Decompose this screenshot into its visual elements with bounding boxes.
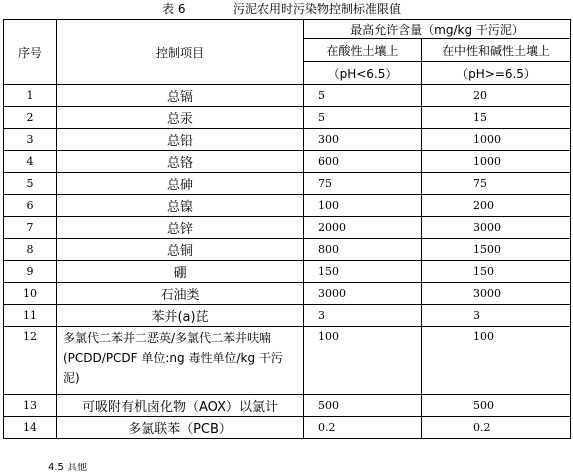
table-row xyxy=(4,283,571,305)
row-item: 总铬 xyxy=(57,151,304,173)
row-alkaline-value: 15 xyxy=(422,107,571,129)
row-item: 苯并(a)芘 xyxy=(57,305,304,327)
header-index: 序号 xyxy=(4,20,57,85)
next-section-heading: 4.5 其他 xyxy=(48,463,88,472)
row-acid-value: 500 xyxy=(304,395,422,417)
row-index: 11 xyxy=(4,305,57,327)
table-row xyxy=(4,261,571,283)
table-row xyxy=(4,239,571,261)
header-acid-soil: 在酸性土壤上 xyxy=(304,39,422,62)
row-index: 13 xyxy=(4,395,57,417)
row-acid-value: 800 xyxy=(304,239,422,261)
row-acid-value: 100 xyxy=(304,195,422,217)
table-row xyxy=(4,305,571,327)
row-alkaline-value: 500 xyxy=(422,395,571,417)
row-alkaline-value: 1000 xyxy=(422,151,571,173)
table-row xyxy=(4,327,571,395)
header-alkaline-soil: 在中性和碱性土壤上 xyxy=(422,39,571,62)
row-index: 1 xyxy=(4,85,57,107)
row-index: 7 xyxy=(4,217,57,239)
row-item: 可吸附有机卤化物（AOX）以氯计 xyxy=(57,395,304,417)
row-item: 总铜 xyxy=(57,239,304,261)
row-acid-value: 5 xyxy=(304,107,422,129)
table-caption xyxy=(0,0,573,18)
table-number: 表 6 xyxy=(162,2,186,16)
row-index: 12 xyxy=(4,327,57,395)
row-alkaline-value: 1500 xyxy=(422,239,571,261)
header-acid-ph: （pH<6.5） xyxy=(304,62,422,85)
table-row xyxy=(4,151,571,173)
row-acid-value: 150 xyxy=(304,261,422,283)
row-index: 3 xyxy=(4,129,57,151)
row-index: 14 xyxy=(4,417,57,439)
header-item: 控制项目 xyxy=(57,20,304,85)
pollutant-limits-table xyxy=(3,19,571,439)
table-row xyxy=(4,107,571,129)
row-alkaline-value: 3 xyxy=(422,305,571,327)
row-item: 硼 xyxy=(57,261,304,283)
table-row xyxy=(4,195,571,217)
table-row xyxy=(4,417,571,439)
row-alkaline-value: 0.2 xyxy=(422,417,571,439)
table-row xyxy=(4,85,571,107)
row-item: 多氯代二苯并二恶英/多氯代二苯并呋喃(PCDD/PCDF 单位:ng 毒性单位/kg 干污泥) xyxy=(57,327,304,395)
row-item: 总锌 xyxy=(57,217,304,239)
row-index: 4 xyxy=(4,151,57,173)
table-row xyxy=(4,395,571,417)
row-acid-value: 3 xyxy=(304,305,422,327)
row-item: 总汞 xyxy=(57,107,304,129)
row-alkaline-value: 1000 xyxy=(422,129,571,151)
row-item: 总铅 xyxy=(57,129,304,151)
row-acid-value: 600 xyxy=(304,151,422,173)
row-alkaline-value: 150 xyxy=(422,261,571,283)
row-acid-value: 300 xyxy=(304,129,422,151)
row-index: 8 xyxy=(4,239,57,261)
row-alkaline-value: 75 xyxy=(422,173,571,195)
table-row xyxy=(4,129,571,151)
row-index: 10 xyxy=(4,283,57,305)
row-item: 总砷 xyxy=(57,173,304,195)
row-index: 6 xyxy=(4,195,57,217)
table-row xyxy=(4,173,571,195)
row-item: 多氯联苯（PCB） xyxy=(57,417,304,439)
row-acid-value: 5 xyxy=(304,85,422,107)
row-item: 石油类 xyxy=(57,283,304,305)
header-max-content: 最高允许含量（mg/kg 干污泥） xyxy=(304,20,571,39)
row-index: 9 xyxy=(4,261,57,283)
row-alkaline-value: 3000 xyxy=(422,217,571,239)
row-alkaline-value: 20 xyxy=(422,85,571,107)
row-acid-value: 3000 xyxy=(304,283,422,305)
row-acid-value: 0.2 xyxy=(304,417,422,439)
row-alkaline-value: 100 xyxy=(422,327,571,395)
row-alkaline-value: 200 xyxy=(422,195,571,217)
table-title: 污泥农用时污染物控制标准限值 xyxy=(233,2,402,16)
row-acid-value: 2000 xyxy=(304,217,422,239)
row-index: 2 xyxy=(4,107,57,129)
row-acid-value: 75 xyxy=(304,173,422,195)
row-item: 总镉 xyxy=(57,85,304,107)
table-row xyxy=(4,217,571,239)
row-index: 5 xyxy=(4,173,57,195)
header-alkaline-ph: （pH>=6.5） xyxy=(422,62,571,85)
row-item: 总镍 xyxy=(57,195,304,217)
row-alkaline-value: 3000 xyxy=(422,283,571,305)
row-acid-value: 100 xyxy=(304,327,422,395)
